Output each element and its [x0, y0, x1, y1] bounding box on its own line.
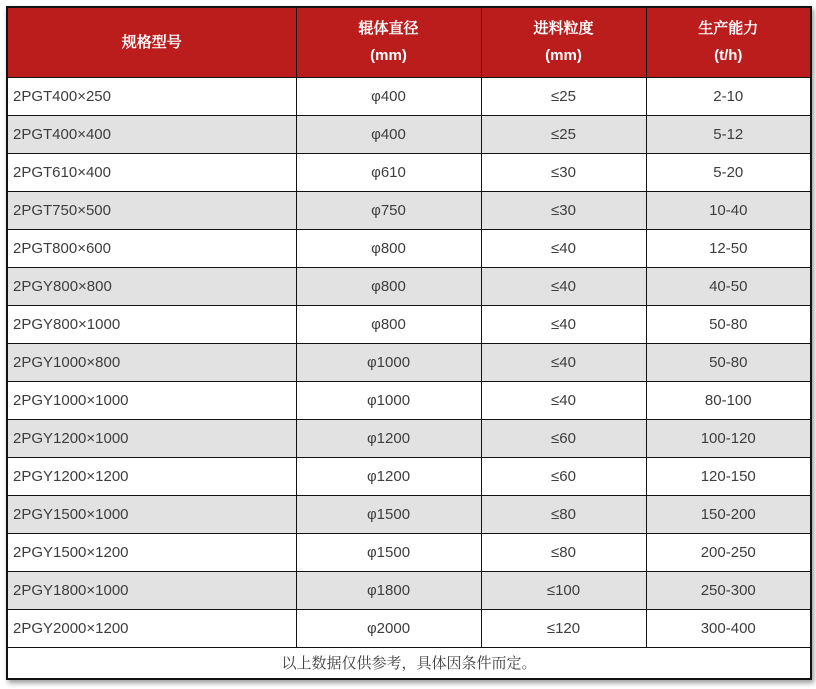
cell-model: 2PGY1000×1000 [7, 381, 296, 419]
cell-value: φ1500 [296, 495, 481, 533]
cell-value: ≤60 [481, 457, 646, 495]
cell-value: ≤40 [481, 343, 646, 381]
cell-value: φ1500 [296, 533, 481, 571]
cell-value: ≤40 [481, 267, 646, 305]
cell-value: φ800 [296, 305, 481, 343]
cell-value: φ1800 [296, 571, 481, 609]
cell-value: φ400 [296, 115, 481, 153]
header-feed-size [481, 7, 646, 77]
cell-value: 50-80 [646, 343, 811, 381]
cell-model: 2PGT750×500 [7, 191, 296, 229]
table-row [7, 381, 811, 419]
cell-value: 200-250 [646, 533, 811, 571]
cell-value: ≤100 [481, 571, 646, 609]
table-row [7, 153, 811, 191]
cell-value: φ400 [296, 77, 481, 115]
cell-value: ≤120 [481, 609, 646, 647]
cell-value: φ610 [296, 153, 481, 191]
cell-value: φ1000 [296, 343, 481, 381]
cell-value: ≤40 [481, 381, 646, 419]
cell-value: 40-50 [646, 267, 811, 305]
cell-model: 2PGY1500×1000 [7, 495, 296, 533]
header-feed-size-label: 进料粒度 [533, 20, 594, 38]
cell-value: 250-300 [646, 571, 811, 609]
cell-model: 2PGY1800×1000 [7, 571, 296, 609]
cell-value: 2-10 [646, 77, 811, 115]
table-row [7, 267, 811, 305]
cell-value: 120-150 [646, 457, 811, 495]
spec-table [6, 6, 812, 680]
cell-model: 2PGT400×400 [7, 115, 296, 153]
cell-model: 2PGT400×250 [7, 77, 296, 115]
cell-value: ≤40 [481, 229, 646, 267]
spec-table-footer [7, 647, 811, 679]
cell-model: 2PGT800×600 [7, 229, 296, 267]
table-row [7, 191, 811, 229]
table-row [7, 533, 811, 571]
cell-value: ≤30 [481, 153, 646, 191]
table-row [7, 305, 811, 343]
footnote-row [7, 647, 811, 679]
header-roller-diameter [296, 7, 481, 77]
cell-model: 2PGY1500×1200 [7, 533, 296, 571]
cell-value: 12-50 [646, 229, 811, 267]
cell-value: 150-200 [646, 495, 811, 533]
cell-value: 10-40 [646, 191, 811, 229]
table-row [7, 343, 811, 381]
spec-table-body [7, 77, 811, 647]
table-row [7, 609, 811, 647]
table-row [7, 115, 811, 153]
table-row [7, 495, 811, 533]
cell-model: 2PGY1200×1000 [7, 419, 296, 457]
cell-value: ≤40 [481, 305, 646, 343]
header-model [7, 7, 296, 77]
cell-value: φ800 [296, 229, 481, 267]
header-roller-diameter-unit: (mm) [370, 47, 407, 65]
cell-value: 100-120 [646, 419, 811, 457]
cell-value: φ1000 [296, 381, 481, 419]
table-row [7, 419, 811, 457]
cell-model: 2PGY800×800 [7, 267, 296, 305]
cell-value: φ750 [296, 191, 481, 229]
cell-value: 80-100 [646, 381, 811, 419]
cell-model: 2PGY800×1000 [7, 305, 296, 343]
cell-value: ≤80 [481, 533, 646, 571]
cell-value: φ800 [296, 267, 481, 305]
cell-value: ≤80 [481, 495, 646, 533]
header-capacity-unit: (t/h) [714, 47, 743, 65]
cell-value: ≤60 [481, 419, 646, 457]
cell-value: φ1200 [296, 457, 481, 495]
cell-value: 300-400 [646, 609, 811, 647]
footnote-text: 以上数据仅供参考，具体因条件而定。 [7, 647, 811, 679]
header-model-label: 规格型号 [121, 33, 182, 51]
table-row [7, 229, 811, 267]
header-feed-size-unit: (mm) [545, 47, 582, 65]
table-row [7, 571, 811, 609]
table-row [7, 457, 811, 495]
cell-value: φ2000 [296, 609, 481, 647]
spec-table-header [7, 7, 811, 77]
header-roller-diameter-label: 辊体直径 [358, 20, 419, 38]
header-capacity-label: 生产能力 [698, 20, 759, 38]
cell-value: 5-20 [646, 153, 811, 191]
cell-value: φ1200 [296, 419, 481, 457]
cell-value: ≤30 [481, 191, 646, 229]
header-capacity [646, 7, 811, 77]
cell-value: 5-12 [646, 115, 811, 153]
cell-value: 50-80 [646, 305, 811, 343]
cell-model: 2PGT610×400 [7, 153, 296, 191]
cell-value: ≤25 [481, 115, 646, 153]
cell-model: 2PGY1200×1200 [7, 457, 296, 495]
cell-value: ≤25 [481, 77, 646, 115]
header-row [7, 7, 811, 77]
cell-model: 2PGY1000×800 [7, 343, 296, 381]
cell-model: 2PGY2000×1200 [7, 609, 296, 647]
table-row [7, 77, 811, 115]
